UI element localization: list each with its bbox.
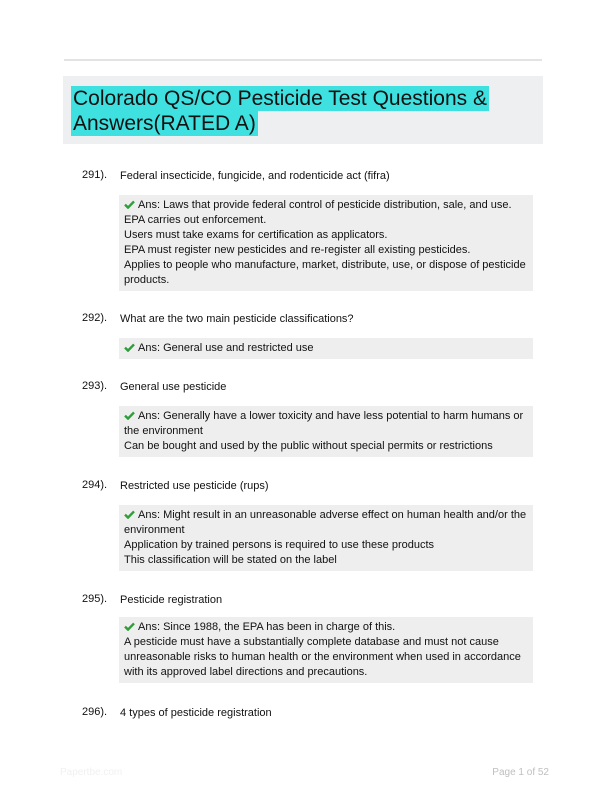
title-banner <box>63 76 543 144</box>
page-indicator: Page 1 of 52 <box>492 767 549 778</box>
answer-line: Application by trained persons is required to use these products <box>124 539 435 551</box>
check-icon <box>124 510 135 519</box>
check-icon <box>124 411 135 420</box>
question-text: Pesticide registration <box>120 594 223 606</box>
answer-box <box>119 617 533 683</box>
answer-line: Applies to people who manufacture, market, distribute, use, or dispose of pesticide products. <box>124 259 526 286</box>
question-number: 296). <box>82 706 108 718</box>
answer-line: Can be bought and used by the public without special permits or restrictions <box>124 440 493 452</box>
question-number: 294). <box>82 479 108 491</box>
question-number: 295). <box>82 593 108 605</box>
answer-line: A pesticide must have a substantially complete database and must not cause unreasonable risks to human health or the environment when used in accordance with its approved label directions and precautions. <box>124 636 521 678</box>
top-divider <box>64 59 542 61</box>
question-text: 4 types of pesticide registration <box>120 707 272 719</box>
answer-line: EPA carries out enforcement. <box>124 214 267 226</box>
answer-line: Ans: Generally have a lower toxicity and have less potential to harm humans or the environment <box>124 410 524 437</box>
answer-box <box>119 195 533 291</box>
title-highlight: Colorado QS/CO Pesticide Test Questions & Answers(RATED A) <box>73 87 487 135</box>
question-number: 291). <box>82 169 108 181</box>
footer-watermark: Papertbe.com <box>60 767 123 778</box>
document-title <box>71 86 539 136</box>
check-icon <box>124 622 135 631</box>
question-text: Restricted use pesticide (rups) <box>120 480 269 492</box>
answer-box <box>119 406 533 457</box>
answer-line: Ans: Might result in an unreasonable adverse effect on human health and/or the environment <box>124 509 527 536</box>
answer-line: Ans: Since 1988, the EPA has been in charge of this. <box>124 620 527 635</box>
answer-line: Ans: Laws that provide federal control of pesticide distribution, sale, and use. <box>124 198 527 213</box>
answer-line: Users must take exams for certification as applicators. <box>124 229 388 241</box>
answer-box <box>119 505 533 571</box>
question-text: General use pesticide <box>120 381 227 393</box>
question-number: 292). <box>82 312 108 324</box>
check-icon <box>124 200 135 209</box>
question-text: Federal insecticide, fungicide, and rodenticide act (fifra) <box>120 170 390 182</box>
answer-line: EPA must register new pesticides and re-register all existing pesticides. <box>124 244 471 256</box>
answer-box <box>119 338 533 359</box>
answer-line: Ans: General use and restricted use <box>124 341 527 356</box>
check-icon <box>124 343 135 352</box>
question-number: 293). <box>82 380 108 392</box>
answer-line: This classification will be stated on the label <box>124 554 337 566</box>
question-text: What are the two main pesticide classifications? <box>120 313 354 325</box>
